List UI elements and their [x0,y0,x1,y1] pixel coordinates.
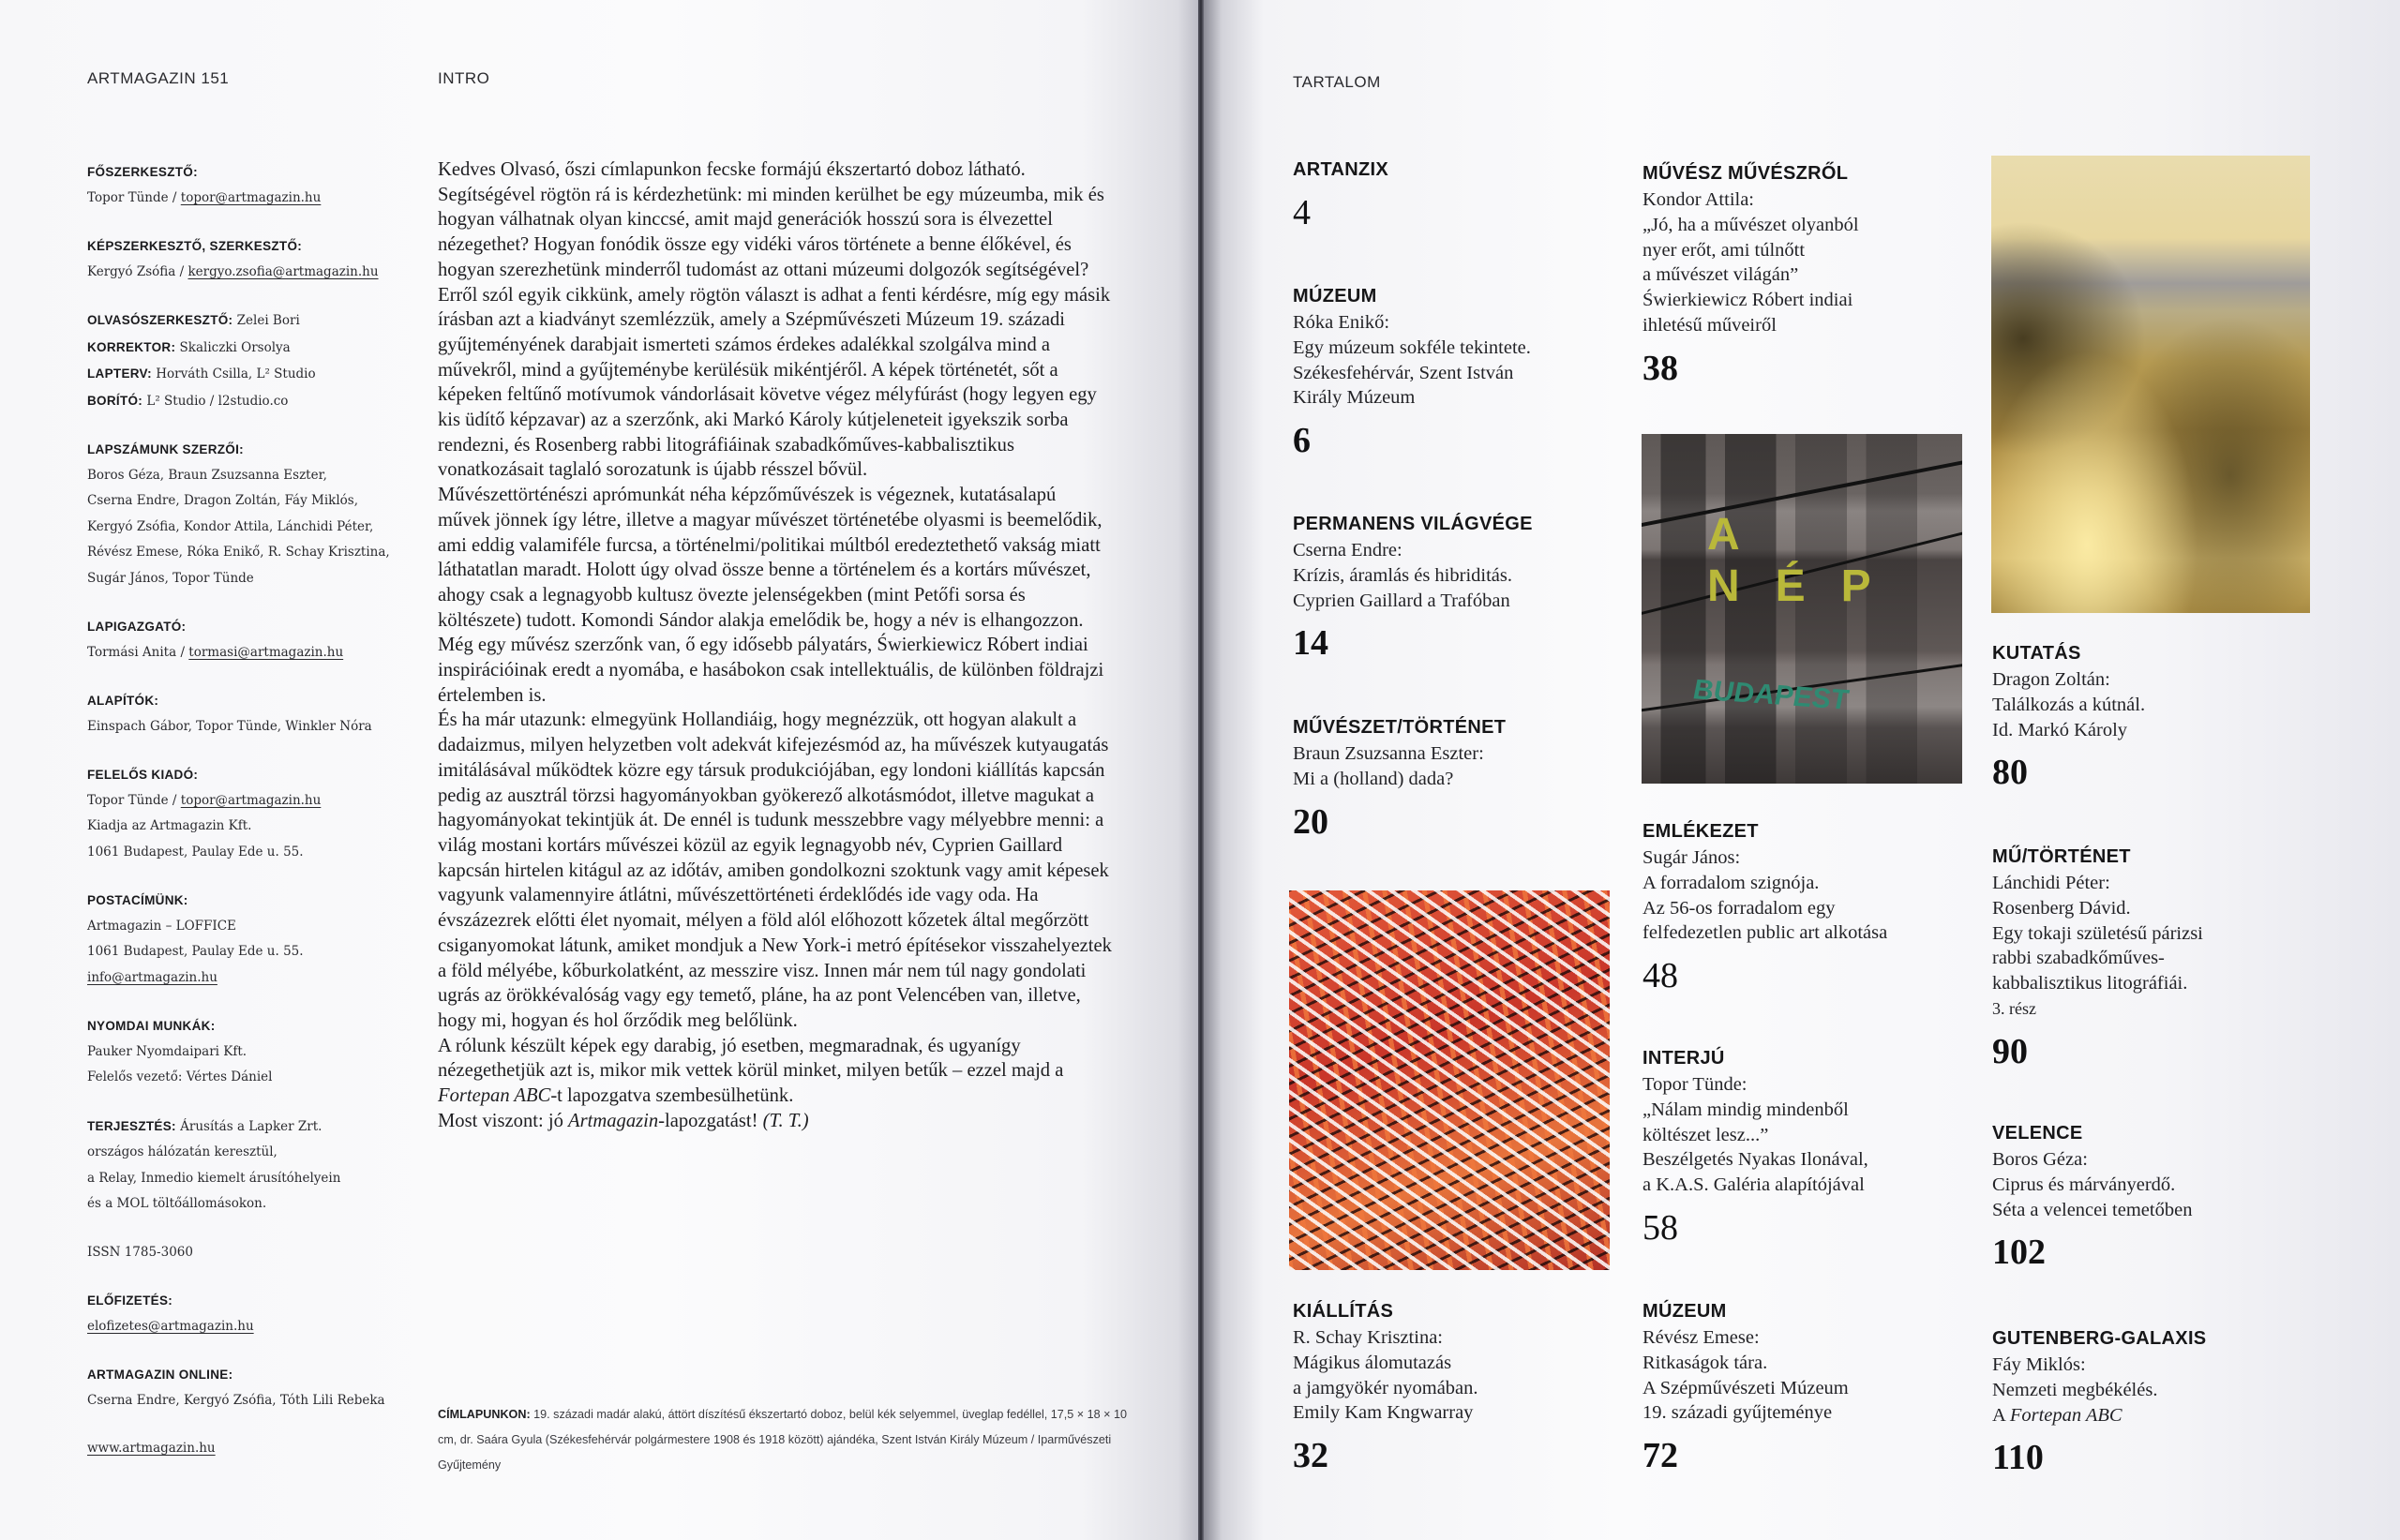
toc-author: Cserna Endre: [1293,540,1402,561]
toc-item[interactable] [1992,1123,2302,1271]
imprint-label: FŐSZERKESZTŐ: [87,165,198,179]
intro-text-run: Most viszont: jó [438,1110,569,1131]
toc-author: Boros Géza: [1992,1149,2088,1170]
toc-page-number: 110 [1992,1438,2044,1478]
toc-category: MŰ/TÖRTÉNET [1992,846,2131,867]
imprint-label: ALAPÍTÓK: [87,694,159,708]
imprint-distribution [87,1114,415,1218]
toc-title-line: ihletésű műveiről [1642,314,1777,336]
toc-title-line: Beszélgetés Nyakas Ilonával, [1642,1149,1868,1171]
toc-title-line: Mágikus álomutazás [1293,1352,1452,1373]
toc-page-number: 14 [1293,623,1328,664]
toc-title-line: Id. Markó Károly [1992,719,2128,740]
toc-title-line: Rosenberg Dávid. [1992,897,2131,919]
imprint-value: Cserna Endre, Kergyó Zsófia, Tóth Lili Rebeka [87,1392,385,1408]
imprint-label: KÉPSZERKESZTŐ, SZERKESZTŐ: [87,239,303,253]
imprint-label: LAPSZÁMUNK SZERZŐI: [87,442,244,456]
toc-category: INTERJÚ [1642,1048,1725,1069]
imprint-line: a Relay, Inmedio kiemelt árusítóhelyein [87,1170,341,1186]
imprint-column [87,159,415,1485]
email-link[interactable]: topor@artmagazin.hu [180,189,322,205]
toc-category: ARTANZIX [1293,159,1389,180]
imprint-director [87,614,415,665]
imprint-line: és a MOL töltőállomásokon. [87,1196,267,1211]
toc-category: KIÁLLÍTÁS [1293,1301,1394,1322]
toc-title-line: Egy tokaji születésű párizsi [1992,922,2203,944]
intro-italic: Fortepan ABC [438,1085,551,1107]
toc-category: KUTATÁS [1992,643,2081,664]
toc-title-line: a művészet világán” [1642,264,1799,286]
imprint-line: 1061 Budapest, Paulay Ede u. 55. [87,944,304,959]
toc-title-line: Nemzeti megbékélés. [1992,1379,2158,1400]
toc-item[interactable] [1992,1328,2302,1476]
toc-title-line: kabbalisztikus litográfiái. [1992,973,2188,994]
intro-paragraph: És ha már utazunk: elmegyünk Hollandiáig, hogy megnézzük, ott hogyan alakult a dadaizmus, milyen helyzetben volt adekvát kifejezésmód az, ha művészek kutyaugatás imitálásával működtek közre egy társuk produkciójában, egy londoni kiállítás kapcsán pedig az ausztrál törzsi hagyományokban gyökerező alkotásmódot, illetve magukat a hagyományokat tekintjük át. De ennél is tudunk messzebbre vagy mélyebbre menni: a világ mostani kortárs művészei közül az egyik legnagyobb név, Cyprien Gaillard kapcsán hirtelen kitágul az az időtáv, amiben gondolkozni szoktunk vagy amit képesek vagyunk valamennyire átlátni, művészettörténeti érdeklődés ide vagy oda. Ha évszázezrek előtti élet nyomait, mélyen a föld alól előhozott kőzetek által megőrzött csiganyomokat látunk, amiket mondjuk a New York-i metró építésekor visszahelyeztek a föld mélyébe, kőburkolatként, az messzire visz. Innen már nem túl nagy gondolati ugrás az örökkévalóság vagy egy temető, pláne, ha az pont Velencében van, illetve, hogy mi, hogyan és hol őrződik meg belőlünk. [438,710,1112,1031]
website-link[interactable]: www.artmagazin.hu [87,1441,216,1456]
imprint-line: Kiadja az Artmagazin Kft. [87,818,252,833]
toc-page-number: 20 [1293,801,1328,842]
toc-title-line: Séta a velencei temetőben [1992,1199,2193,1220]
toc-title-line: A Szépművészeti Múzeum [1642,1377,1849,1398]
imprint-picture-editor [87,233,415,285]
toc-title-line: Ciprus és márványerdő. [1992,1174,2176,1195]
toc-title-line: 3. rész [1992,998,2036,1018]
imprint-name: Kergyó Zsófia / [87,263,188,279]
imprint-line: Boros Géza, Braun Zsuzsanna Eszter, [87,467,327,483]
email-link[interactable]: elofizetes@artmagazin.hu [87,1318,254,1334]
painting-image-landscape [1991,156,2310,613]
cover-caption [438,1402,1132,1478]
running-head-magazine: ARTMAGAZIN 151 [87,69,230,87]
email-link[interactable]: tormasi@artmagazin.hu [188,644,344,660]
toc-item[interactable] [1642,163,1952,387]
toc-title-line: Krízis, áramlás és hibriditás. [1293,564,1512,586]
imprint-founders [87,688,415,740]
imprint-line: Pauker Nyomdaipari Kft. [87,1043,248,1059]
imprint-line: Cserna Endre, Dragon Zoltán, Fáy Miklós, [87,493,359,508]
toc-title-line: „Jó, ha a művészet olyanból [1642,214,1859,235]
imprint-line: Kergyó Zsófia, Kondor Attila, Lánchidi Péter, [87,518,374,534]
imprint-label: ARTMAGAZIN ONLINE: [87,1368,233,1382]
toc-title-line: Emily Kam Kngwarray [1293,1402,1474,1424]
imprint-value: Einspach Gábor, Topor Tünde, Winkler Nóra [87,718,372,734]
artwork-image-abstract [1289,890,1610,1270]
imprint-value: Horváth Csilla, L² Studio [151,366,316,381]
imprint-editor-in-chief [87,159,415,211]
toc-category: VELENCE [1992,1123,2083,1144]
intro-paragraph-last [438,1034,1113,1134]
toc-title-line: Találkozás a kútnál. [1992,694,2146,715]
imprint-subscription [87,1288,415,1339]
toc-item[interactable] [1642,1048,1952,1247]
toc-category: MÚZEUM [1642,1301,1727,1322]
intro-text-run: -lapozgatást! [658,1110,763,1131]
toc-author: R. Schay Krisztina: [1293,1327,1443,1348]
toc-category: GUTENBERG-GALAXIS [1992,1328,2207,1349]
imprint-label: POSTACÍMÜNK: [87,893,188,907]
imprint-printing [87,1013,415,1091]
imprint-name: Topor Tünde / [87,792,181,808]
toc-title-line: Ritkaságok tára. [1642,1352,1768,1373]
toc-title-line: Mi a (holland) dada? [1293,768,1454,789]
intro-text [438,157,1113,1133]
toc-item[interactable] [1293,286,1602,459]
imprint-label: LAPIGAZGATÓ: [87,620,187,634]
toc-item[interactable] [1293,1301,1602,1474]
toc-page-number: 72 [1642,1436,1678,1476]
toc-page-number: 38 [1642,348,1678,388]
toc-author: Kondor Attila: [1642,189,1755,210]
toc-title-line: Świerkiewicz Róbert indiai [1642,290,1853,311]
toc-title-line: nyer erőt, ami túlnőtt [1642,239,1806,261]
toc-item[interactable] [1642,1301,1952,1474]
imprint-authors [87,437,415,591]
imprint-value: L² Studio / l2studio.co [142,393,289,409]
intro-text-run: A rólunk készült képek egy darabig, jó esetben, megmaradnak, és ugyanígy nézegethetjük azt is, mikor mik vettek körül minket, milyen betűk – ezzel majd a [438,1035,1064,1082]
toc-title-line: Székesfehérvár, Szent István [1293,362,1514,383]
toc-page-number: 6 [1293,421,1311,461]
toc-author: Révész Emese: [1642,1327,1760,1348]
imprint-issn [87,1240,415,1266]
toc-category: EMLÉKEZET [1642,821,1759,842]
email-link[interactable]: info@artmagazin.hu [87,969,218,985]
toc-item[interactable] [1992,846,2302,1070]
toc-title-prefix: A [1992,1404,2010,1426]
intro-text-run: -t lapozgatva szembesülhetünk. [550,1085,794,1107]
imprint-line: Felelős vezető: Vértes Dániel [87,1069,273,1084]
imprint-line: Révész Emese, Róka Enikő, R. Schay Krisztina, [87,545,390,560]
imprint-value: Árusítás a Lapker Zrt. [175,1118,322,1134]
toc-author: Róka Enikő: [1293,312,1390,333]
photo-building-sign [1642,434,1962,784]
toc-page-number: 32 [1293,1436,1328,1476]
intro-paragraph: Művészettörténészi aprómunkát néha képzőművészek is végeznek, kutatásalapú művek jönnek így létre, illetve a magyar művészet történetébe olyasmi is beemelődik, ami eddig valamiféle furcsa, a történelmi/politikai múltból eredeztethető vakság miatt láthatatlan maradt. Holott úgy olvad össze benne a történelem és a kortárs művészet, ahogy csak a legnagyobb kultusz övezte jelenségekben (mint Petőfi sorsa és költészete) tudott. Komondi Sándor alakja emelődik be, hogy a név is elhangozzon. [438,485,1102,631]
toc-title-line: költészet lesz...” [1642,1124,1769,1145]
imprint-label: NYOMDAI MUNKÁK: [87,1019,216,1033]
toc-item[interactable] [1992,643,2302,791]
caption-label: CÍMLAPUNKON: [438,1408,531,1421]
toc-item[interactable] [1293,159,1602,232]
imprint-staff [87,307,415,414]
toc-title-line: A forradalom szignója. [1642,872,1820,893]
toc-category: MÚZEUM [1293,286,1377,307]
toc-category: MŰVÉSZ MŰVÉSZRŐL [1642,163,1849,184]
toc-author: Topor Tünde: [1642,1074,1748,1095]
toc-page-number: 58 [1642,1207,1678,1248]
email-link[interactable]: kergyo.zsofia@artmagazin.hu [188,263,379,279]
imprint-label: FELELŐS KIADÓ: [87,768,199,782]
toc-page-number: 102 [1992,1233,2046,1273]
imprint-line: 1061 Budapest, Paulay Ede u. 55. [87,844,304,860]
toc-title-line: Cyprien Gaillard a Trafóban [1293,590,1510,611]
toc-title-line: Az 56-os forradalom egy [1642,897,1836,919]
toc-item[interactable] [1642,821,1952,994]
toc-title-line: Egy múzeum sokféle tekintete. [1293,336,1531,358]
running-head-section: INTRO [438,69,490,87]
intro-signature: (T. T.) [762,1110,809,1131]
imprint-label: ELŐFIZETÉS: [87,1293,173,1308]
imprint-line: országos hálózatán keresztül, [87,1144,278,1159]
toc-title-line: a jamgyökér nyomában. [1293,1377,1478,1398]
imprint-name: Topor Tünde / [87,189,181,205]
toc-title-line: a K.A.S. Galéria alapítójával [1642,1174,1865,1196]
toc-category: PERMANENS VILÁGVÉGE [1293,514,1533,534]
toc-page-number: 80 [1992,753,2028,793]
imprint-label: KORREKTOR: [87,339,176,354]
toc-title-italic: Fortepan ABC [2009,1404,2122,1426]
toc-author: Dragon Zoltán: [1992,669,2110,690]
imprint-online [87,1362,415,1413]
imprint-line: Sugár János, Topor Tünde [87,570,254,586]
toc-page-number: 48 [1642,956,1678,996]
sign-text-budapest: BUDAPEST [1693,674,1849,716]
imprint-label: LAPTERV: [87,366,152,381]
imprint-postal [87,888,415,991]
intro-paragraph: Kedves Olvasó, őszi címlapunkon fecske formájú ékszertartó doboz látható. Segítségével rögtön rá is kérdezhetünk: mi minden kerülhet be egy múzeumba, mik és hogyan válhatnak olyan kinccsé, amit majd generációk hosszú sora is élvezettel nézegethet? Hogyan fonódik össze egy vidéki város története a benne élőkével, és hogyan szerezhetünk minderről tudomást az ottani múzeumi dolgozók segítségével? Erről szól egyik cikkünk, amely rögtön választ is adhat a fenti kérdésre, míg egy másik írásban azt a kiadványt szemlézzük, amely a Szépművészeti Múzeum 19. századi gyűjteményének darabjait ismerteti számos érdekes adalékkal szolgálva mind a művekről, mind a gyűjteménybe kerülésük mikéntjéről. A képek történetét, sőt a képeken feltűnő motívumok vándorlásait követve végez mélyfúrást (hogy legyen egy kis üdítő képzavar) az a szerzőnk, aki Markó Károly kútjeleneteit igyekszik sorba rendezni, és Rosenberg rabbi litográfiáinak szabadkőműves-kabbalisztikus vonatkozásait taglaló sorozatunk is újabb résszel bővül. [438,159,1111,481]
toc-title-line: „Nálam mindig mindenből [1642,1099,1849,1120]
toc-title-line: 19. századi gyűjteménye [1642,1402,1833,1424]
imprint-label: TERJESZTÉS: [87,1118,176,1133]
toc-item[interactable] [1293,514,1602,662]
toc-category: MŰVÉSZET/TÖRTÉNET [1293,717,1507,738]
toc-item[interactable] [1293,717,1602,841]
toc-title-line: rabbi szabadkőműves- [1992,948,2165,969]
running-head-contents: TARTALOM [1293,73,1381,91]
imprint-label: OLVASÓSZERKESZTŐ: [87,313,233,327]
toc-page-number: 90 [1992,1031,2028,1071]
imprint-name: Tormási Anita / [87,644,189,660]
imprint-value: Zelei Bori [232,313,300,328]
sign-text-a-nep: A NÉP [1707,510,1907,611]
page-gutter [1198,0,1204,1540]
toc-page-number: 4 [1293,193,1311,232]
caption-text: 19. századi madár alakú, áttört díszítésű ékszertartó doboz, belül kék selyemmel, üveglap fedéllel, 17,5 × 18 × 10 cm, dr. Saára Gyula (Székesfehérvár polgármestere 1908 és 1918 között) ajándéka, Szent István Király Múzeum / Iparművészeti Gyűjtemény [438,1408,1127,1472]
imprint-value: Skaliczki Orsolya [175,339,291,355]
toc-author: Fáy Miklós: [1992,1354,2086,1375]
imprint-publisher [87,762,415,865]
toc-author: Sugár János: [1642,847,1741,868]
toc-title-line: felfedezetlen public art alkotása [1642,922,1888,944]
intro-italic: Artmagazin [568,1110,659,1131]
toc-title-line [1992,1403,2302,1428]
email-link[interactable]: topor@artmagazin.hu [180,792,322,808]
toc-title-line: Király Múzeum [1293,387,1416,409]
toc-author: Lánchidi Péter: [1992,873,2110,893]
toc-author: Braun Zsuzsanna Eszter: [1293,743,1484,764]
imprint-line: Artmagazin – LOFFICE [87,918,236,934]
intro-paragraph: Még egy művész szerzőnk van, ő egy idősebb pályatárs, Świerkiewicz Róbert indiai inspirációinak eredt a nyomába, e hasábokon csak intellektuális, de különben földrajzi értelemben is. [438,635,1104,706]
imprint-label: BORÍTÓ: [87,393,143,408]
issn: ISSN 1785-3060 [87,1244,193,1260]
imprint-website [87,1436,415,1462]
